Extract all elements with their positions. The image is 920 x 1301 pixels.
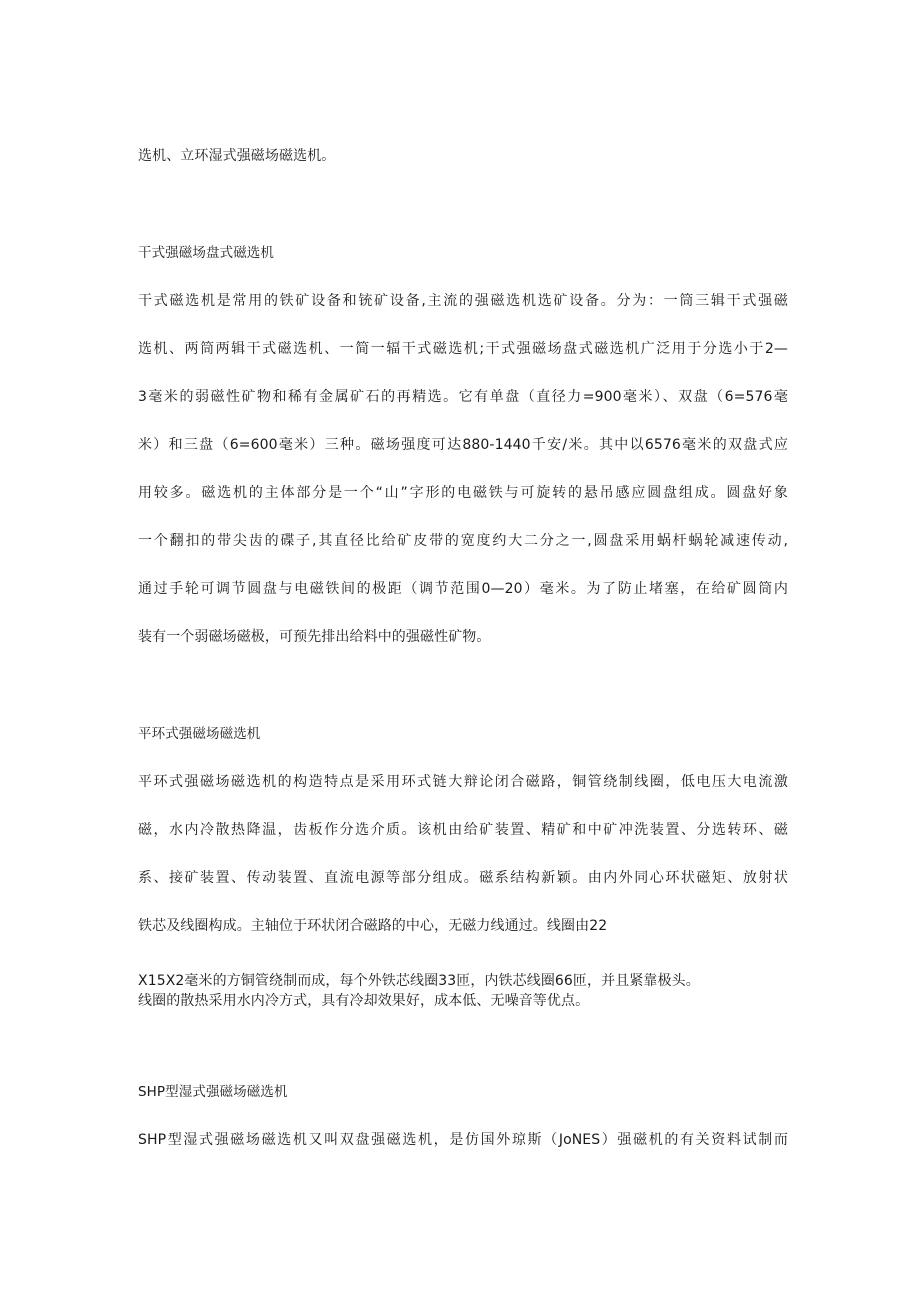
paragraph-line: X15X2毫米的方铜管绕制而成，每个外铁芯线圈33匝，内铁芯线圈66匝，并且紧靠极头。 <box>138 973 700 989</box>
paragraph-line: 平环式强磁场磁选机的构造特点是采用环式链大辩论闭合磁路，铜管绕制线圈，低电压大电流激 <box>138 774 788 790</box>
intro-line: 选机、立环湿式强磁场磁选机。 <box>138 148 336 164</box>
paragraph-line: 用较多。磁选机的主体部分是一个“山”字形的电磁铁与可旋转的悬吊感应圆盘组成。圆盘好象 <box>138 485 788 501</box>
paragraph-line: 铁芯及线圈构成。主轴位于环状闭合磁路的中心，无磁力线通过。线圈由22 <box>138 918 608 934</box>
section-title-flat-ring: 平环式强磁场磁选机 <box>138 726 261 742</box>
paragraph-line: 通过手轮可调节圆盘与电磁铁间的极距（调节范围0—20）毫米。为了防止堵塞，在给矿圆筒内 <box>138 581 788 597</box>
paragraph-line: SHP型湿式强磁场磁选机又叫双盘强磁选机，是仿国外琼斯（JoNES）强磁机的有关资料试制而 <box>138 1132 788 1148</box>
paragraph-line: 线圈的散热采用水内冷方式，具有冷却效果好，成本低、无噪音等优点。 <box>138 993 590 1009</box>
paragraph-line: 米）和三盘（6=600毫米）三种。磁场强度可达880-1440千安/米。其中以6576毫米的双盘式应 <box>138 437 788 453</box>
section-title-shp: SHP型湿式强磁场磁选机 <box>138 1084 288 1100</box>
paragraph-line: 3毫米的弱磁性矿物和稀有金属矿石的再精选。它有单盘（直径力=900毫米）、双盘（6=576毫 <box>138 389 788 405</box>
paragraph-line: 干式磁选机是常用的铁矿设备和铳矿设备,主流的强磁选机选矿设备。分为：一筒三辑干式强磁 <box>138 293 788 309</box>
paragraph-line: 装有一个弱磁场磁极，可预先排出给料中的强磁性矿物。 <box>138 629 491 645</box>
paragraph-line: 选机、两筒两辑干式磁选机、一简一辐干式磁选机;干式强磁场盘式磁选机广泛用于分选小于2— <box>138 341 788 357</box>
paragraph-line: 系、接矿装置、传动装置、直流电源等部分组成。磁系结构新颖。由内外同心环状磁矩、放射状 <box>138 870 788 886</box>
section-title-dry-disc: 干式强磁场盘式磁选机 <box>138 245 274 261</box>
paragraph-line: 磁，水内冷散热降温，齿板作分选介质。该机由给矿装置、精矿和中矿冲洗装置、分选转环、磁 <box>138 822 788 838</box>
paragraph-line: 一个翻扣的带尖齿的碟子,其直径比给矿皮带的宽度约大二分之一,圆盘采用蜗杆蜗轮减速传动, <box>138 533 788 549</box>
